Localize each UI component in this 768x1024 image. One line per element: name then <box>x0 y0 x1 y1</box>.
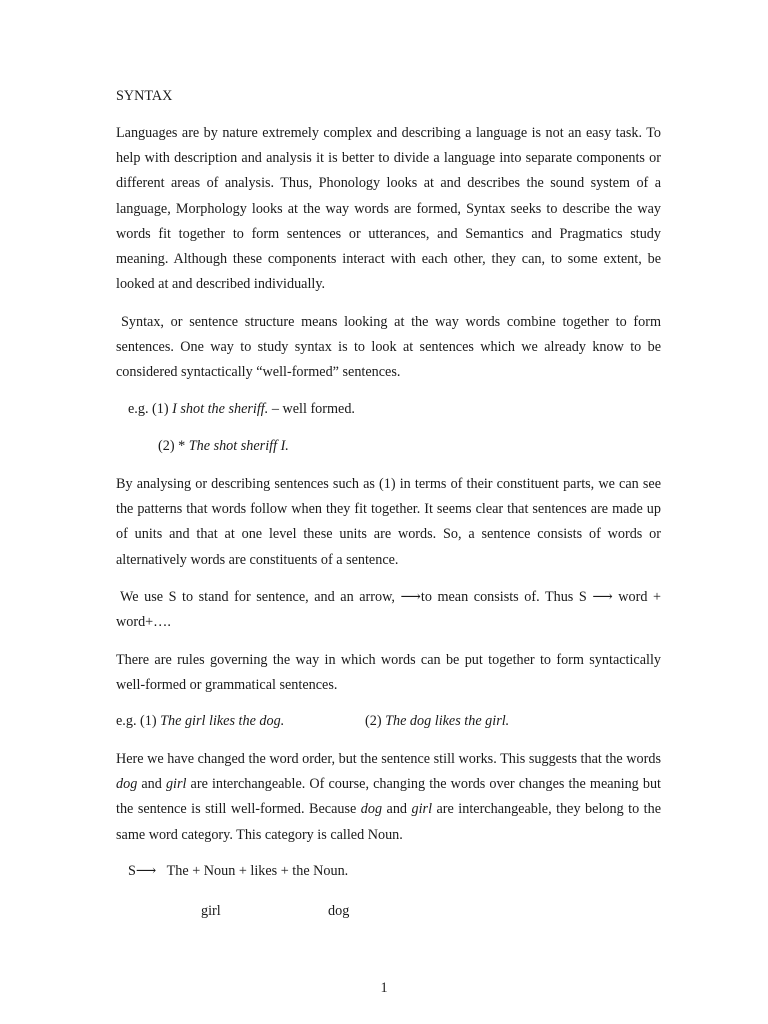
noun-option-girl: girl <box>201 903 221 919</box>
example-1-prefix: e.g. (1) <box>128 401 173 417</box>
noun-option-dog: dog <box>328 903 350 919</box>
example-1-suffix: – well formed. <box>268 401 355 417</box>
word-order-text-a: Here we have changed the word order, but the sentence still works. This suggests that the words <box>116 751 661 767</box>
example-3b <box>365 711 509 731</box>
paragraph-rules: There are rules governing the way in which words can be put together to form syntactically well-formed or grammatical sentences. <box>116 652 661 694</box>
word-order-text-e: are interchangeable, they belong to the same word category. This category is called Noun. <box>116 801 661 843</box>
paragraph-word-order <box>116 747 661 848</box>
word-order-text-b: and <box>137 776 166 793</box>
page-number: 1 <box>380 980 388 997</box>
example-3-sentence-1: The girl likes the dog. <box>160 713 285 729</box>
example-2-prefix: (2) * <box>158 438 189 454</box>
example-1-sentence: I shot the sheriff. <box>172 401 269 417</box>
paragraph-syntax-definition: Syntax, or sentence structure means looking at the way words combine together to form sentences. One way to study syntax is to look at sentences which we already know to be considered syntactically “well-formed” sentences. <box>116 314 661 381</box>
paragraph-analysis: By analysing or describing sentences such as (1) in terms of their constituent parts, we can see the patterns that words follow when they fit together. It seems clear that sentences are made up of units and that at one level these units are words. So, a sentence consists of words or alternatively words are constituents of a sentence. <box>116 476 661 568</box>
document-title: SYNTAX <box>116 88 173 104</box>
example-2-sentence: The shot sheriff I. <box>188 438 289 454</box>
word-dog-2: dog <box>360 801 383 818</box>
word-order-text-d: and <box>382 801 412 818</box>
paragraph-notation: We use S to stand for sentence, and an arrow, ⟶to mean consists of. Thus S ⟶ word + word+…. <box>116 589 661 631</box>
example-2 <box>158 436 289 456</box>
word-dog-1: dog <box>116 776 138 793</box>
paragraph-intro: Languages are by nature extremely complex and describing a language is not an easy task. To help with description and analysis it is better to divide a language into separate components or different areas of analysis. Thus, Phonology looks at and describes the sound system of a language, Morphology looks at the way words are formed, Syntax seeks to describe the way words fit together to form sentences or utterances, and Semantics and Pragmatics study meaning. Although these components interact with each other, they can, to some extent, be looked at and described individually. <box>116 125 661 293</box>
word-girl-2: girl <box>411 801 433 818</box>
rule-line: S⟶ The + Noun + likes + the Noun. <box>128 863 349 879</box>
example-3-prefix-1: e.g. (1) <box>116 713 161 729</box>
word-order-text-c: are interchangeable. Of course, changing the words over changes the meaning but the sentence is still well-formed. Because <box>116 776 661 818</box>
example-3-sentence-2: The dog likes the girl. <box>385 713 510 729</box>
example-1 <box>128 399 355 419</box>
example-3 <box>116 711 284 731</box>
example-3-prefix-2: (2) <box>365 713 386 729</box>
word-girl-1: girl <box>165 776 187 793</box>
